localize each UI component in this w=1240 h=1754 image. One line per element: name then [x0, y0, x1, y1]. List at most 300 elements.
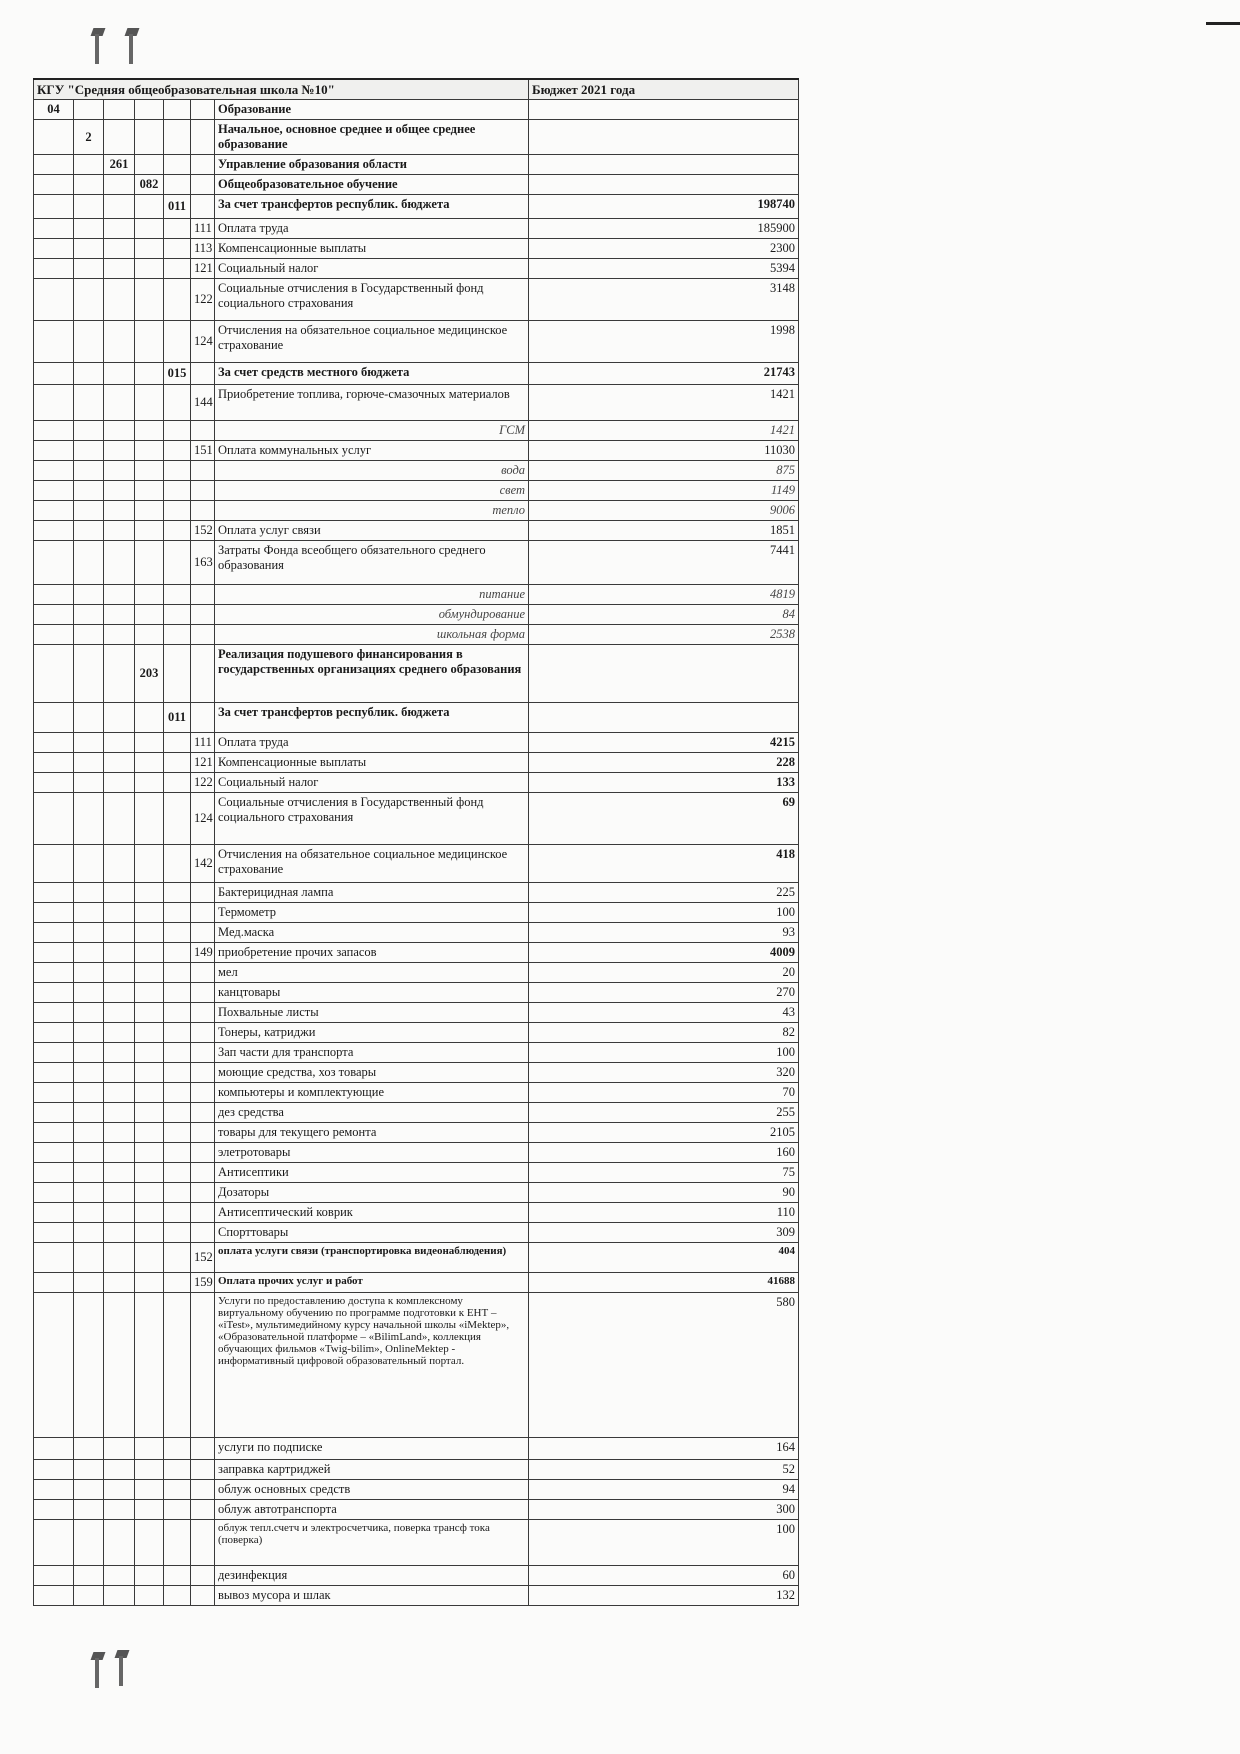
code-cell-c2 [74, 1063, 104, 1083]
table-row [34, 100, 799, 120]
code-cell-c6 [191, 1293, 215, 1438]
code-cell-c4 [135, 1103, 164, 1123]
table-row [34, 501, 799, 521]
code-cell-c5 [164, 605, 191, 625]
code-cell-c3 [104, 903, 135, 923]
code-cell-c1 [34, 1043, 74, 1063]
code-cell-c6 [191, 481, 215, 501]
code-cell-c6 [191, 155, 215, 175]
code-cell-c6: 111 [191, 733, 215, 753]
code-cell-c6 [191, 461, 215, 481]
code-cell-c4 [135, 923, 164, 943]
code-cell-c5 [164, 541, 191, 585]
table-row [34, 883, 799, 903]
code-cell-c2 [74, 1500, 104, 1520]
code-cell-c3 [104, 1023, 135, 1043]
code-cell-c4 [135, 441, 164, 461]
amount-value: 41688 [529, 1273, 799, 1293]
code-cell-c5 [164, 1203, 191, 1223]
code-cell-c5 [164, 1438, 191, 1460]
code-cell-c2 [74, 1293, 104, 1438]
code-cell-c5 [164, 753, 191, 773]
code-cell-c3 [104, 943, 135, 963]
code-cell-c3 [104, 793, 135, 845]
table-row [34, 219, 799, 239]
item-name: Начальное, основное среднее и общее среднее образование [215, 120, 529, 155]
code-cell-c1 [34, 923, 74, 943]
code-cell-c4 [135, 1043, 164, 1063]
code-cell-c6 [191, 421, 215, 441]
code-cell-c2 [74, 943, 104, 963]
code-cell-c5 [164, 1480, 191, 1500]
table-row [34, 120, 799, 155]
code-cell-c6 [191, 585, 215, 605]
code-cell-c1 [34, 441, 74, 461]
amount-value: 9006 [529, 501, 799, 521]
code-cell-c3 [104, 923, 135, 943]
amount-value: 320 [529, 1063, 799, 1083]
code-cell-c6 [191, 1083, 215, 1103]
punch-mark [116, 1650, 126, 1688]
code-cell-c3 [104, 219, 135, 239]
code-cell-c4 [135, 321, 164, 363]
amount-value [529, 100, 799, 120]
table-row [34, 1183, 799, 1203]
code-cell-c6 [191, 983, 215, 1003]
code-cell-c1 [34, 625, 74, 645]
punch-mark [92, 1652, 102, 1690]
code-cell-c1 [34, 1500, 74, 1520]
code-cell-c6 [191, 1123, 215, 1143]
table-row [34, 195, 799, 219]
code-cell-c3 [104, 195, 135, 219]
code-cell-c3 [104, 1566, 135, 1586]
item-name: Затраты Фонда всеобщего обязательного среднего образования [215, 541, 529, 585]
code-cell-c3 [104, 1103, 135, 1123]
table-row [34, 175, 799, 195]
code-cell-c1 [34, 1586, 74, 1606]
code-cell-c6: 121 [191, 753, 215, 773]
code-cell-c5 [164, 155, 191, 175]
code-cell-c6 [191, 645, 215, 703]
table-row [34, 703, 799, 733]
code-cell-c4 [135, 1223, 164, 1243]
item-name: заправка картриджей [215, 1460, 529, 1480]
item-name: Бактерицидная лампа [215, 883, 529, 903]
code-cell-c4 [135, 1163, 164, 1183]
code-cell-c1 [34, 321, 74, 363]
code-cell-c5 [164, 733, 191, 753]
code-cell-c4 [135, 883, 164, 903]
code-cell-c6 [191, 501, 215, 521]
code-cell-c3 [104, 120, 135, 155]
amount-value: 11030 [529, 441, 799, 461]
code-cell-c5 [164, 923, 191, 943]
item-name: обмундирование [215, 605, 529, 625]
code-cell-c2 [74, 363, 104, 385]
amount-value: 160 [529, 1143, 799, 1163]
code-cell-c2 [74, 279, 104, 321]
item-name: Антисептики [215, 1163, 529, 1183]
code-cell-c1 [34, 703, 74, 733]
table-row [34, 753, 799, 773]
code-cell-c5 [164, 1043, 191, 1063]
item-name: элетротовары [215, 1143, 529, 1163]
code-cell-c1 [34, 645, 74, 703]
table-row [34, 1043, 799, 1063]
table-row [34, 983, 799, 1003]
item-name: Социальные отчисления в Государственный фонд социального страхования [215, 793, 529, 845]
code-cell-c2 [74, 219, 104, 239]
code-cell-c5 [164, 501, 191, 521]
code-cell-c5 [164, 481, 191, 501]
code-cell-c1 [34, 461, 74, 481]
code-cell-c1 [34, 120, 74, 155]
amount-value: 404 [529, 1243, 799, 1273]
item-name: Реализация подушевого финансирования в государственных организациях среднего образования [215, 645, 529, 703]
code-cell-c4 [135, 733, 164, 753]
code-cell-c1 [34, 1243, 74, 1273]
item-name: компьютеры и комплектующие [215, 1083, 529, 1103]
code-cell-c3 [104, 1143, 135, 1163]
code-cell-c6: 121 [191, 259, 215, 279]
code-cell-c1 [34, 1520, 74, 1566]
amount-value: 84 [529, 605, 799, 625]
code-cell-c4 [135, 1203, 164, 1223]
table-row [34, 923, 799, 943]
code-cell-c5 [164, 1293, 191, 1438]
code-cell-c6: 152 [191, 521, 215, 541]
code-cell-c2 [74, 1438, 104, 1460]
code-cell-c4 [135, 461, 164, 481]
code-cell-c4 [135, 259, 164, 279]
code-cell-c3 [104, 585, 135, 605]
code-cell-c3 [104, 1480, 135, 1500]
item-name: канцтовары [215, 983, 529, 1003]
code-cell-c2 [74, 963, 104, 983]
table-row [34, 481, 799, 501]
item-name: мел [215, 963, 529, 983]
amount-value: 875 [529, 461, 799, 481]
item-name: Образование [215, 100, 529, 120]
table-row [34, 605, 799, 625]
code-cell-c4 [135, 1480, 164, 1500]
table-row [34, 385, 799, 421]
code-cell-c1 [34, 155, 74, 175]
code-cell-c1 [34, 1183, 74, 1203]
code-cell-c3 [104, 461, 135, 481]
code-cell-c6: 149 [191, 943, 215, 963]
code-cell-c1 [34, 1203, 74, 1223]
code-cell-c4 [135, 1460, 164, 1480]
code-cell-c6: 151 [191, 441, 215, 461]
code-cell-c5 [164, 845, 191, 883]
code-cell-c5 [164, 219, 191, 239]
table-row [34, 1293, 799, 1438]
amount-value: 255 [529, 1103, 799, 1123]
table-row [34, 625, 799, 645]
code-cell-c3 [104, 100, 135, 120]
code-cell-c2 [74, 1273, 104, 1293]
code-cell-c6 [191, 605, 215, 625]
code-cell-c4 [135, 585, 164, 605]
code-cell-c2 [74, 773, 104, 793]
budget-document [33, 78, 798, 1606]
table-row [34, 733, 799, 753]
item-name: свет [215, 481, 529, 501]
amount-value: 100 [529, 1520, 799, 1566]
amount-value: 164 [529, 1438, 799, 1460]
code-cell-c3 [104, 963, 135, 983]
code-cell-c3 [104, 1438, 135, 1460]
table-row [34, 1273, 799, 1293]
code-cell-c1 [34, 1273, 74, 1293]
code-cell-c4 [135, 983, 164, 1003]
code-cell-c1 [34, 481, 74, 501]
amount-value: 1851 [529, 521, 799, 541]
code-cell-c5 [164, 321, 191, 363]
item-name: Оплата услуг связи [215, 521, 529, 541]
punch-mark [126, 28, 136, 66]
amount-value [529, 120, 799, 155]
code-cell-c2 [74, 793, 104, 845]
code-cell-c3 [104, 883, 135, 903]
amount-value: 7441 [529, 541, 799, 585]
code-cell-c3 [104, 239, 135, 259]
code-cell-c1 [34, 1438, 74, 1460]
code-cell-c5 [164, 1123, 191, 1143]
code-cell-c4 [135, 421, 164, 441]
table-row [34, 541, 799, 585]
code-cell-c3 [104, 521, 135, 541]
table-row [34, 239, 799, 259]
code-cell-c4 [135, 1520, 164, 1566]
code-cell-c2 [74, 733, 104, 753]
code-cell-c4 [135, 1143, 164, 1163]
amount-value: 4009 [529, 943, 799, 963]
amount-value: 198740 [529, 195, 799, 219]
item-name: школьная форма [215, 625, 529, 645]
item-name: Компенсационные выплаты [215, 753, 529, 773]
code-cell-c1 [34, 1480, 74, 1500]
amount-value: 60 [529, 1566, 799, 1586]
code-cell-c6: 111 [191, 219, 215, 239]
code-cell-c4 [135, 1123, 164, 1143]
code-cell-c1 [34, 175, 74, 195]
item-name: Управление образования области [215, 155, 529, 175]
amount-value: 228 [529, 753, 799, 773]
code-cell-c3 [104, 1183, 135, 1203]
budget-year-title: Бюджет 2021 года [529, 79, 799, 100]
amount-value: 82 [529, 1023, 799, 1043]
code-cell-c3 [104, 279, 135, 321]
table-row [34, 1223, 799, 1243]
code-cell-c3 [104, 1203, 135, 1223]
code-cell-c3 [104, 1273, 135, 1293]
code-cell-c5 [164, 239, 191, 259]
code-cell-c3 [104, 363, 135, 385]
table-row [34, 1566, 799, 1586]
item-name: Оплата прочих услуг и работ [215, 1273, 529, 1293]
table-row [34, 441, 799, 461]
item-name: товары для текущего ремонта [215, 1123, 529, 1143]
code-cell-c4 [135, 239, 164, 259]
code-cell-c2 [74, 481, 104, 501]
code-cell-c4 [135, 1243, 164, 1273]
amount-value: 52 [529, 1460, 799, 1480]
item-name: Похвальные листы [215, 1003, 529, 1023]
code-cell-c4 [135, 1273, 164, 1293]
code-cell-c4 [135, 703, 164, 733]
table-row [34, 1063, 799, 1083]
code-cell-c6 [191, 923, 215, 943]
code-cell-c1 [34, 541, 74, 585]
code-cell-c1 [34, 239, 74, 259]
code-cell-c6 [191, 903, 215, 923]
item-name: Общеобразовательное обучение [215, 175, 529, 195]
code-cell-c2 [74, 605, 104, 625]
code-cell-c2: 2 [74, 120, 104, 155]
code-cell-c4 [135, 943, 164, 963]
code-cell-c4 [135, 541, 164, 585]
code-cell-c5 [164, 983, 191, 1003]
code-cell-c1 [34, 385, 74, 421]
item-name: За счет трансфертов республик. бюджета [215, 195, 529, 219]
code-cell-c5 [164, 1586, 191, 1606]
table-row [34, 1083, 799, 1103]
item-name: приобретение прочих запасов [215, 943, 529, 963]
item-name: За счет средств местного бюджета [215, 363, 529, 385]
code-cell-c2 [74, 703, 104, 733]
table-row [34, 259, 799, 279]
code-cell-c1 [34, 279, 74, 321]
code-cell-c5 [164, 883, 191, 903]
amount-value: 90 [529, 1183, 799, 1203]
amount-value: 110 [529, 1203, 799, 1223]
amount-value: 93 [529, 923, 799, 943]
budget-table [33, 78, 799, 1606]
code-cell-c2 [74, 1143, 104, 1163]
table-row [34, 645, 799, 703]
code-cell-c3 [104, 733, 135, 753]
item-name: тепло [215, 501, 529, 521]
item-name: оплата услуги связи (транспортировка видеонаблюдения) [215, 1243, 529, 1273]
amount-value: 70 [529, 1083, 799, 1103]
amount-value: 1149 [529, 481, 799, 501]
code-cell-c1 [34, 1023, 74, 1043]
code-cell-c4 [135, 845, 164, 883]
code-cell-c3 [104, 773, 135, 793]
code-cell-c3 [104, 1123, 135, 1143]
code-cell-c3 [104, 1243, 135, 1273]
code-cell-c2 [74, 239, 104, 259]
code-cell-c2 [74, 385, 104, 421]
code-cell-c6 [191, 363, 215, 385]
amount-value: 43 [529, 1003, 799, 1023]
amount-value: 185900 [529, 219, 799, 239]
item-name: вывоз мусора и шлак [215, 1586, 529, 1606]
code-cell-c2 [74, 175, 104, 195]
code-cell-c4: 203 [135, 645, 164, 703]
code-cell-c6 [191, 883, 215, 903]
item-name: облуж основных средств [215, 1480, 529, 1500]
code-cell-c2 [74, 541, 104, 585]
code-cell-c2 [74, 1103, 104, 1123]
code-cell-c5 [164, 461, 191, 481]
code-cell-c3 [104, 259, 135, 279]
code-cell-c3 [104, 441, 135, 461]
code-cell-c2 [74, 461, 104, 481]
code-cell-c1 [34, 1063, 74, 1083]
item-name: Отчисления на обязательное социальное медицинское страхование [215, 321, 529, 363]
amount-value: 300 [529, 1500, 799, 1520]
item-name: Оплата труда [215, 733, 529, 753]
code-cell-c4 [135, 1023, 164, 1043]
code-cell-c1 [34, 1123, 74, 1143]
code-cell-c2 [74, 1123, 104, 1143]
code-cell-c2 [74, 1460, 104, 1480]
code-cell-c5 [164, 175, 191, 195]
code-cell-c3 [104, 481, 135, 501]
table-row [34, 1003, 799, 1023]
table-row [34, 521, 799, 541]
code-cell-c4 [135, 219, 164, 239]
code-cell-c3 [104, 1003, 135, 1023]
item-name: Компенсационные выплаты [215, 239, 529, 259]
table-row [34, 793, 799, 845]
code-cell-c1 [34, 1143, 74, 1163]
item-name: дезинфекция [215, 1566, 529, 1586]
code-cell-c5: 015 [164, 363, 191, 385]
code-cell-c2 [74, 1183, 104, 1203]
amount-value: 69 [529, 793, 799, 845]
code-cell-c3 [104, 321, 135, 363]
code-cell-c1 [34, 903, 74, 923]
code-cell-c6 [191, 1223, 215, 1243]
code-cell-c4 [135, 903, 164, 923]
code-cell-c4 [135, 625, 164, 645]
code-cell-c2 [74, 321, 104, 363]
code-cell-c3 [104, 175, 135, 195]
code-cell-c6: 159 [191, 1273, 215, 1293]
code-cell-c2 [74, 1163, 104, 1183]
code-cell-c6 [191, 175, 215, 195]
code-cell-c6 [191, 1143, 215, 1163]
code-cell-c2 [74, 1520, 104, 1566]
item-name: Антисептический коврик [215, 1203, 529, 1223]
code-cell-c6 [191, 1460, 215, 1480]
code-cell-c2 [74, 1586, 104, 1606]
amount-value: 75 [529, 1163, 799, 1183]
code-cell-c3 [104, 1163, 135, 1183]
code-cell-c1: 04 [34, 100, 74, 120]
code-cell-c1 [34, 753, 74, 773]
code-cell-c3 [104, 1293, 135, 1438]
code-cell-c3 [104, 983, 135, 1003]
amount-value: 3148 [529, 279, 799, 321]
code-cell-c2 [74, 625, 104, 645]
code-cell-c6 [191, 1163, 215, 1183]
code-cell-c6: 144 [191, 385, 215, 421]
code-cell-c6 [191, 100, 215, 120]
code-cell-c6 [191, 1438, 215, 1460]
code-cell-c1 [34, 943, 74, 963]
code-cell-c4 [135, 1003, 164, 1023]
table-row [34, 1143, 799, 1163]
code-cell-c1 [34, 1003, 74, 1023]
code-cell-c1 [34, 605, 74, 625]
code-cell-c4 [135, 195, 164, 219]
